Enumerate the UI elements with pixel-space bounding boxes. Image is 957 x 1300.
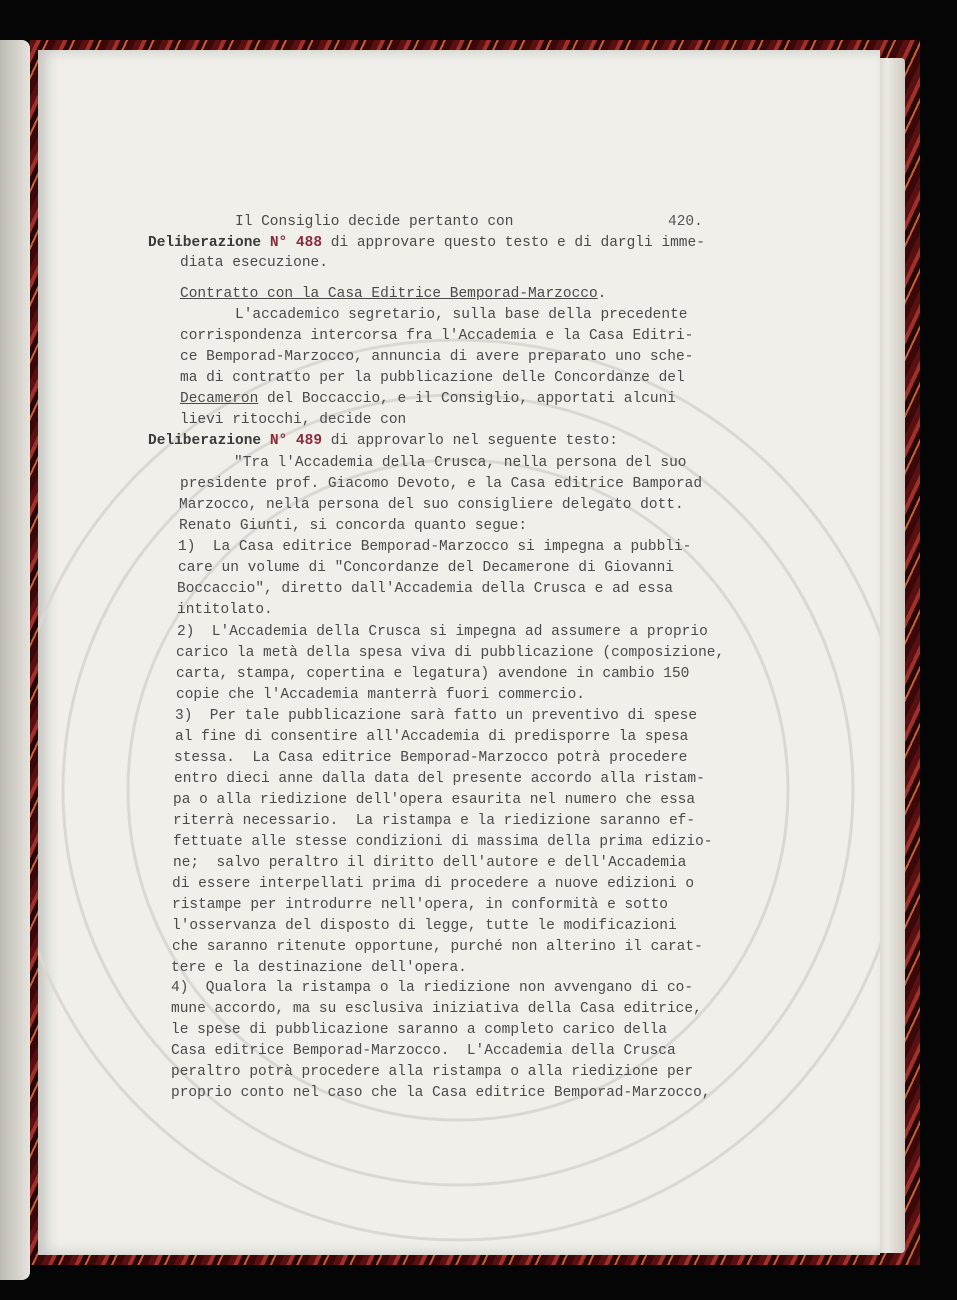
- underlined-text: Decameron: [180, 391, 259, 407]
- text-line: [180, 254, 328, 272]
- text-line: [173, 812, 695, 830]
- text-span: riterrà necessario. La ristampa e la riedizione saranno ef-: [173, 813, 696, 829]
- text-span: diata esecuzione.: [180, 255, 328, 271]
- text-span: Il Consiglio decide pertanto con: [235, 214, 514, 230]
- text-span: 1) La Casa editrice Bemporad-Marzocco si impegna a pubbli-: [178, 539, 692, 555]
- text-span: ne; salvo peraltro il diritto dell'autore e dell'Accademia: [173, 855, 687, 871]
- text-line: [176, 665, 689, 683]
- underlined-text: Contratto con la Casa Editrice Bemporad-Marzocco: [180, 286, 598, 302]
- text-line: [171, 1021, 667, 1039]
- text-span: stessa. La Casa editrice Bemporad-Marzocco potrà procedere: [174, 750, 688, 766]
- text-line: [178, 559, 674, 577]
- text-span: fettuate alle stesse condizioni di massima della prima edizio-: [173, 834, 713, 850]
- text-span: lievi ritocchi, decide con: [180, 412, 407, 428]
- text-span: di essere interpellati prima di procedere a nuove edizioni o: [172, 876, 695, 892]
- text-span: al fine di consentire all'Accademia di predisporre la spesa: [175, 729, 689, 745]
- text-span: corrispondenza intercorsa fra l'Accademia e la Casa Editri-: [180, 328, 694, 344]
- text-line: [180, 285, 606, 303]
- text-span: 3) Per tale pubblicazione sarà fatto un preventivo di spese: [175, 708, 698, 724]
- document-page: [38, 50, 880, 1255]
- text-line: [235, 213, 513, 231]
- text-line: [180, 348, 693, 366]
- text-line: [180, 390, 676, 408]
- text-line: [172, 917, 677, 935]
- text-line: [148, 432, 618, 450]
- text-span: Marzocco, nella persona del suo consigliere delegato dott.: [179, 497, 684, 513]
- text-line: [180, 475, 702, 493]
- text-line: [174, 770, 705, 788]
- text-line: [174, 749, 687, 767]
- text-span: L'accademico segretario, sulla base della precedente: [235, 307, 688, 323]
- text-line: [171, 1042, 676, 1060]
- text-line: [179, 517, 527, 535]
- text-span: tere e la destinazione dell'opera.: [171, 960, 467, 976]
- text-line: [172, 938, 703, 956]
- text-line: [171, 1084, 711, 1102]
- text-span: Boccaccio", diretto dall'Accademia della Crusca e ad essa: [177, 581, 673, 597]
- text-span: l'osservanza del disposto di legge, tutte le modificazioni: [172, 918, 677, 934]
- deliberation-number: N° 488: [261, 235, 323, 251]
- text-span: care un volume di "Concordanze del Decamerone di Giovanni: [178, 560, 674, 576]
- text-span: 4) Qualora la ristampa o la riedizione non avvengano di co-: [171, 980, 694, 996]
- text-span: intitolato.: [177, 602, 273, 618]
- text-span: ce Bemporad-Marzocco, annuncia di avere preparato uno sche-: [180, 349, 694, 365]
- deliberation-label: Deliberazione: [148, 433, 262, 449]
- text-span: mune accordo, ma su esclusiva iniziativa della Casa editrice,: [171, 1001, 702, 1017]
- text-line: [173, 854, 686, 872]
- text-span: proprio conto nel caso che la Casa editrice Bemporad-Marzocco,: [171, 1085, 711, 1101]
- deliberation-number: N° 489: [261, 433, 323, 449]
- text-span: .: [597, 286, 607, 302]
- text-span: peraltro potrà procedere alla ristampa o alla riedizione per: [171, 1064, 694, 1080]
- text-line: [171, 959, 467, 977]
- deliberation-label: Deliberazione: [148, 235, 262, 251]
- text-line: [180, 369, 685, 387]
- text-span: del Boccaccio, e il Consiglio, apportati alcuni: [258, 391, 676, 407]
- text-line: [180, 411, 406, 429]
- text-span: che saranno ritenute opportune, purché non alterino il carat-: [172, 939, 703, 955]
- text-line: [177, 601, 273, 619]
- text-line: [171, 1063, 693, 1081]
- facing-page-edge: [0, 40, 30, 1280]
- text-span: carta, stampa, copertina e legatura) avendone in cambio 150: [176, 666, 690, 682]
- text-span: ma di contratto per la pubblicazione delle Concordanze del: [180, 370, 685, 386]
- text-span: copie che l'Accademia manterrà fuori commercio.: [176, 687, 585, 703]
- text-span: Renato Giunti, si concorda quanto segue:: [179, 518, 528, 534]
- text-line: [179, 496, 684, 514]
- text-line: [171, 1000, 702, 1018]
- text-line: [172, 875, 694, 893]
- text-span: "Tra l'Accademia della Crusca, nella persona del suo: [234, 455, 687, 471]
- text-span: di approvarlo nel seguente testo:: [322, 433, 618, 449]
- text-span: Casa editrice Bemporad-Marzocco. L'Accademia della Crusca: [171, 1043, 676, 1059]
- text-span: di approvare questo testo e di dargli imme-: [322, 235, 705, 251]
- text-span: 2) L'Accademia della Crusca si impegna ad assumere a proprio: [177, 624, 708, 640]
- text-line: [177, 580, 673, 598]
- text-line: [175, 707, 697, 725]
- text-line: [173, 791, 695, 809]
- text-line: [171, 979, 693, 997]
- text-line: [176, 686, 585, 704]
- text-span: pa o alla riedizione dell'opera esaurita nel numero che essa: [173, 792, 696, 808]
- page-number: 420.: [668, 214, 703, 230]
- text-line: [180, 327, 693, 345]
- text-line: [235, 306, 687, 324]
- text-line: [172, 896, 668, 914]
- text-span: entro dieci anne dalla data del presente accordo alla ristam-: [174, 771, 705, 787]
- text-line: [173, 833, 713, 851]
- text-span: presidente prof. Giacomo Devoto, e la Casa editrice Bamporad: [180, 476, 703, 492]
- text-line: [234, 454, 686, 472]
- text-span: le spese di pubblicazione saranno a completo carico della: [171, 1022, 667, 1038]
- text-line: [148, 234, 705, 252]
- text-line: [178, 538, 691, 556]
- text-span: ristampe per introdurre nell'opera, in conformità e sotto: [172, 897, 668, 913]
- text-line: [176, 644, 724, 662]
- text-span: carico la metà della spesa viva di pubblicazione (composizione,: [176, 645, 725, 661]
- text-line: [177, 623, 708, 641]
- text-line: [175, 728, 688, 746]
